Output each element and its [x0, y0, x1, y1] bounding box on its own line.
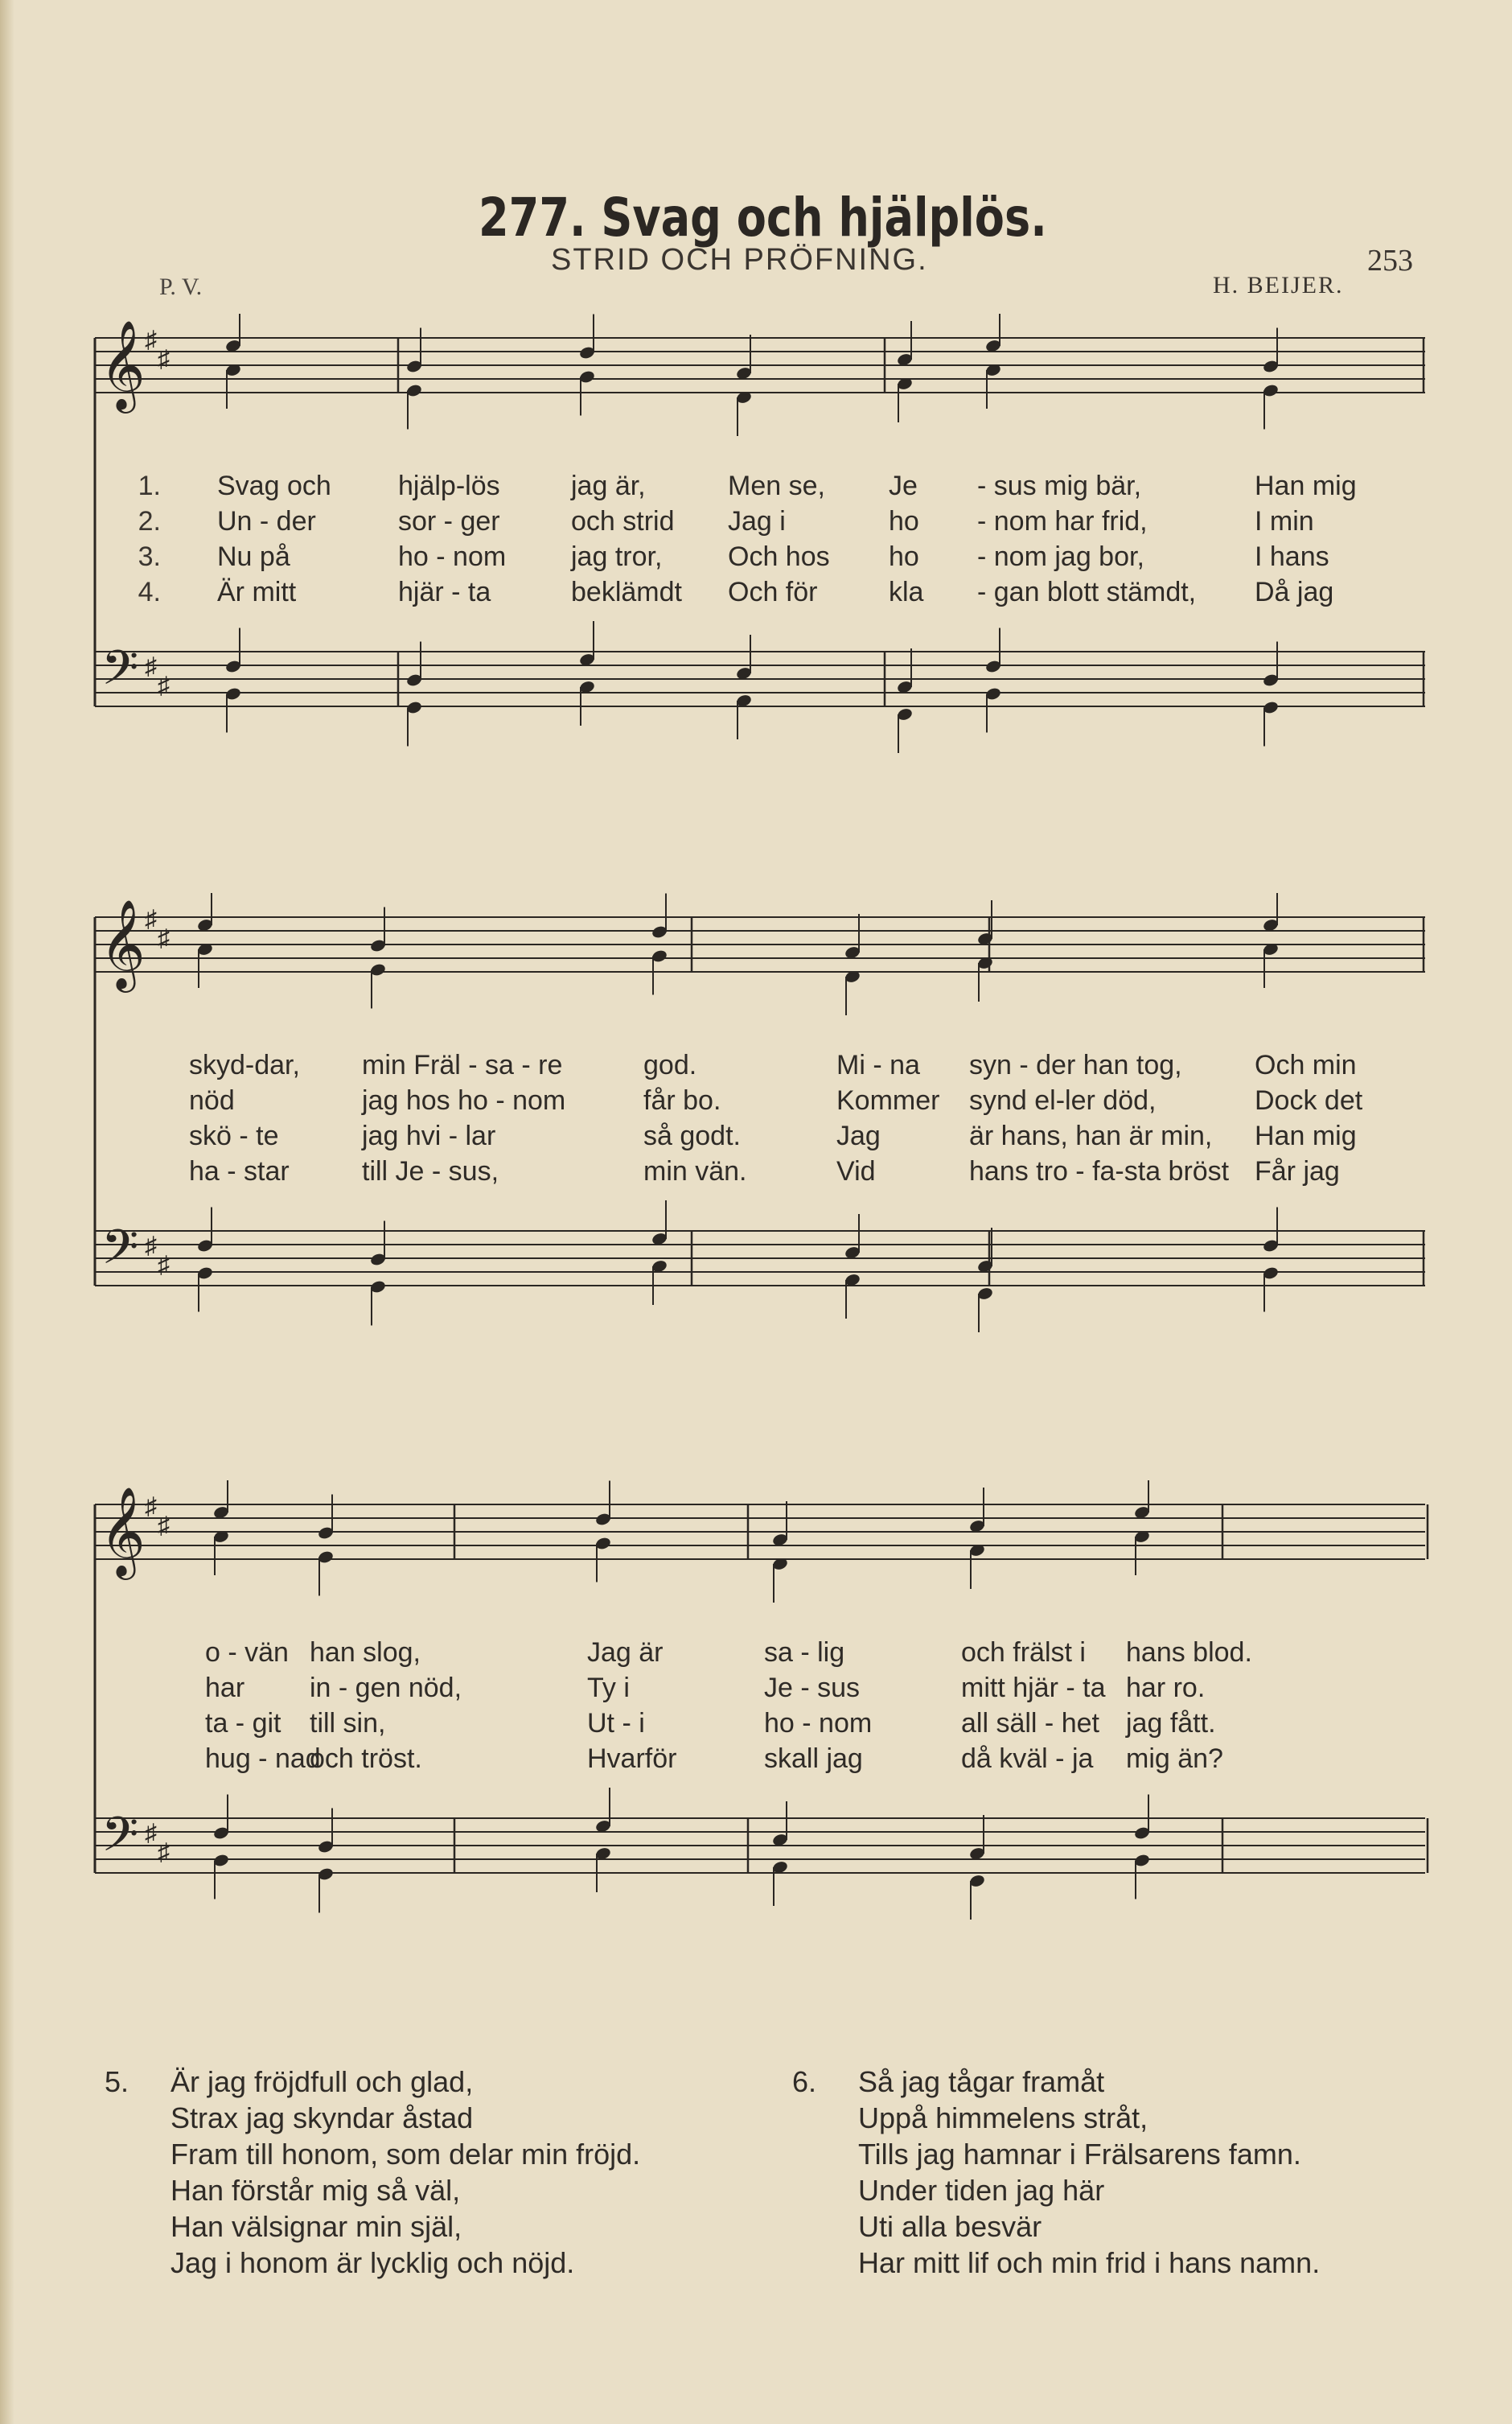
verse-number: 2.: [138, 506, 161, 537]
lyric-syllable: skyd-dar,: [189, 1050, 300, 1080]
lyric-syllable: Vid: [836, 1156, 876, 1187]
sharp-icon: ♯: [145, 653, 157, 680]
lyric-syllable: syn - der han tog,: [969, 1050, 1182, 1080]
note: [1262, 893, 1279, 932]
bass-staff: [95, 1231, 1425, 1286]
note: [1262, 1266, 1279, 1311]
lyric-syllable: Je - sus: [764, 1673, 861, 1703]
note: [735, 693, 752, 739]
lyric-syllable: skall jag: [764, 1743, 863, 1774]
note: [317, 1866, 334, 1912]
stanza-line: Jag i honom är lycklig och nöjd.: [171, 2246, 575, 2279]
note: [968, 1488, 985, 1533]
note: [771, 1557, 788, 1603]
note: [896, 377, 913, 422]
note: [594, 1846, 611, 1892]
verse-line-3: [80, 1708, 1432, 1740]
sharp-icon: ♯: [158, 346, 170, 372]
lyric-syllable: till sin,: [310, 1708, 386, 1739]
lyric-syllable: har ro.: [1126, 1673, 1206, 1703]
note: [984, 686, 1001, 732]
note: [844, 969, 861, 1015]
stanza-number: 6.: [792, 2065, 817, 2098]
note: [1133, 1853, 1150, 1899]
stanza-line: Fram till honom, som delar min fröjd.: [171, 2138, 641, 2171]
note: [224, 314, 241, 353]
music-system-1: [80, 314, 1432, 764]
lyric-syllable: jag tror,: [571, 541, 663, 572]
note: [771, 1860, 788, 1906]
lyric-syllable: Svag och: [217, 471, 331, 501]
sharp-icon: ♯: [145, 1493, 157, 1520]
note: [405, 383, 422, 429]
stanza-line: Strax jag skyndar åstad: [171, 2101, 474, 2134]
note: [224, 686, 241, 732]
note: [844, 1273, 861, 1319]
note: [1262, 383, 1279, 429]
stanza-lines: [858, 2064, 1320, 2281]
bass-staff: [95, 1818, 1425, 1873]
bass-clef-icon: 𝄢: [101, 640, 139, 707]
verse-number: 3.: [138, 541, 161, 572]
lyric-syllable: Mi - na: [836, 1050, 920, 1080]
note: [984, 363, 1001, 409]
stanza-line: Är jag fröjdfull och glad,: [171, 2065, 474, 2098]
note: [578, 680, 595, 726]
verse-line-4: [80, 1743, 1432, 1776]
lyric-syllable: Jag är: [587, 1637, 664, 1668]
lyric-syllable: skö - te: [189, 1121, 279, 1151]
note: [1262, 942, 1279, 988]
sharp-icon: ♯: [145, 327, 157, 353]
stanza-line: Han förstår mig så väl,: [171, 2174, 461, 2207]
tune-mark: P. V.: [159, 274, 203, 300]
sharp-icon: ♯: [158, 1252, 170, 1278]
stanza-6: [792, 2064, 1460, 2289]
lyric-syllable: ho - nom: [398, 541, 507, 572]
lyric-syllable: hans blod.: [1126, 1637, 1252, 1668]
note: [1133, 1480, 1150, 1520]
music-system-3: [80, 1480, 1432, 1931]
lyric-syllable: och tröst.: [310, 1743, 422, 1774]
lyric-syllable: Han mig: [1255, 471, 1357, 501]
note: [844, 1214, 861, 1260]
sharp-icon: ♯: [158, 673, 170, 699]
note: [984, 314, 1001, 353]
hymn-title: 277. Svag och hjälplös.: [479, 187, 1047, 249]
treble-clef-icon: 𝄞: [100, 899, 146, 989]
note: [594, 1788, 611, 1833]
verse-line-3: [80, 541, 1432, 574]
lyric-syllable: hans tro - fa-sta bröst: [969, 1156, 1230, 1187]
lyric-syllable: sor - ger: [398, 506, 500, 537]
lyric-syllable: - gan blott stämdt,: [977, 577, 1197, 607]
composer: H. BEIJER.: [1213, 272, 1344, 298]
note: [317, 1549, 334, 1595]
note: [976, 956, 993, 1002]
lyric-syllable: synd el-ler död,: [969, 1085, 1157, 1116]
note: [369, 962, 386, 1008]
verse-line-2: [80, 1673, 1432, 1705]
lyric-syllable: jag fått.: [1126, 1708, 1216, 1739]
page-edge: [0, 0, 14, 2424]
stanza-5: [105, 2064, 772, 2289]
sharp-icon: ♯: [158, 1512, 170, 1539]
verse-line-1: [80, 1050, 1432, 1082]
lyric-syllable: har: [205, 1673, 245, 1703]
lyric-syllable: - nom har frid,: [977, 506, 1148, 537]
lyric-syllable: Kommer: [836, 1085, 940, 1116]
treble-clef-icon: 𝄞: [100, 1486, 146, 1576]
note: [771, 1501, 788, 1547]
lyric-syllable: får bo.: [643, 1085, 721, 1116]
note: [578, 621, 595, 667]
verse-line-4: [80, 577, 1432, 609]
note: [976, 900, 993, 946]
lyric-syllable: jag hvi - lar: [362, 1121, 496, 1151]
lyric-syllable: god.: [643, 1050, 697, 1080]
lyric-syllable: Je: [889, 471, 918, 501]
note: [1133, 1529, 1150, 1575]
stanza-line: Så jag tågar framåt: [858, 2065, 1105, 2098]
bass-staff: [95, 652, 1425, 706]
lyric-syllable: ho: [889, 541, 919, 572]
lyric-syllable: - nom jag bor,: [977, 541, 1144, 572]
lyric-syllable: in - gen nöd,: [310, 1673, 462, 1703]
lyric-syllable: mig än?: [1126, 1743, 1223, 1774]
verse-line-2: [80, 1085, 1432, 1117]
note: [1262, 700, 1279, 746]
lyric-syllable: Får jag: [1255, 1156, 1340, 1187]
lyric-syllable: Är mitt: [217, 577, 297, 607]
sharp-icon: ♯: [145, 906, 157, 932]
verse-number: 1.: [138, 471, 161, 501]
note: [651, 1259, 668, 1305]
lyric-syllable: ho - nom: [764, 1708, 873, 1739]
note: [735, 390, 752, 436]
note: [369, 1279, 386, 1325]
stanza-line: Uti alla besvär: [858, 2210, 1042, 2243]
page-number: 253: [1367, 244, 1413, 278]
treble-staff: [95, 1504, 1425, 1559]
lyric-syllable: I hans: [1255, 541, 1329, 572]
lyric-syllable: ta - git: [205, 1708, 281, 1739]
treble-clef-icon: 𝄞: [100, 319, 146, 409]
note: [976, 1286, 993, 1332]
lyric-syllable: hug - nad: [205, 1743, 321, 1774]
sharp-icon: ♯: [158, 925, 170, 952]
lyric-syllable: min vän.: [643, 1156, 747, 1187]
lyric-syllable: Och för: [728, 577, 818, 607]
lyric-syllable: ha - star: [189, 1156, 290, 1187]
note: [968, 1874, 985, 1920]
note: [196, 942, 213, 988]
note: [844, 914, 861, 960]
stanza-number: 5.: [105, 2065, 129, 2098]
lyric-syllable: han slog,: [310, 1637, 421, 1668]
lyric-syllable: - sus mig bär,: [977, 471, 1142, 501]
note: [212, 1480, 229, 1520]
stanza-lines: [171, 2064, 640, 2281]
score-staves-3: [80, 1480, 1432, 1931]
lyric-syllable: sa - lig: [764, 1637, 845, 1668]
stanza-line: Har mitt lif och min frid i hans namn.: [858, 2246, 1321, 2279]
verse-line-4: [80, 1156, 1432, 1188]
note: [771, 1801, 788, 1847]
lyric-syllable: ho: [889, 506, 919, 537]
lyric-syllable: Jag: [836, 1121, 881, 1151]
score-staves-2: [80, 893, 1432, 1344]
treble-staff: [95, 917, 1425, 972]
lyric-syllable: I min: [1255, 506, 1314, 537]
lyric-syllable: hjälp-lös: [398, 471, 500, 501]
lyric-syllable: så godt.: [643, 1121, 741, 1151]
bass-clef-icon: 𝄢: [101, 1806, 139, 1874]
lyric-syllable: mitt hjär - ta: [961, 1673, 1106, 1703]
verse-line-2: [80, 506, 1432, 538]
lyric-syllable: Jag i: [728, 506, 786, 537]
lyric-syllable: Men se,: [728, 471, 825, 501]
lyric-syllable: jag hos ho - nom: [362, 1085, 566, 1116]
stanza-line: Under tiden jag här: [858, 2174, 1105, 2207]
lyric-syllable: beklämdt: [571, 577, 682, 607]
verse-line-3: [80, 1121, 1432, 1153]
note: [651, 1200, 668, 1246]
lyric-syllable: Och hos: [728, 541, 830, 572]
lyric-syllable: o - vän: [205, 1637, 289, 1668]
lyric-syllable: kla: [889, 577, 924, 607]
lyric-syllable: Han mig: [1255, 1121, 1357, 1151]
sharp-icon: ♯: [145, 1820, 157, 1846]
lyric-syllable: då kväl - ja: [961, 1743, 1094, 1774]
lyric-syllable: Hvarför: [587, 1743, 677, 1774]
stanza-line: Uppå himmelens stråt,: [858, 2101, 1148, 2134]
lyric-syllable: är hans, han är min,: [969, 1121, 1213, 1151]
note: [212, 1529, 229, 1575]
note: [896, 648, 913, 694]
bass-clef-icon: 𝄢: [101, 1219, 139, 1286]
note: [196, 893, 213, 932]
music-system-2: [80, 893, 1432, 1344]
verse-line-1: [80, 471, 1432, 503]
lyric-syllable: Då jag: [1255, 577, 1334, 607]
lyric-syllable: och frälst i: [961, 1637, 1086, 1668]
lyric-syllable: min Fräl - sa - re: [362, 1050, 563, 1080]
verse-number: 4.: [138, 577, 161, 607]
note: [224, 363, 241, 409]
note: [896, 707, 913, 753]
note: [968, 1815, 985, 1861]
lyric-syllable: Ty i: [587, 1673, 630, 1703]
note: [896, 321, 913, 367]
stanza-line: Han välsignar min själ,: [171, 2210, 462, 2243]
lyric-syllable: Ut - i: [587, 1708, 645, 1739]
lyric-syllable: och strid: [571, 506, 675, 537]
verse-line-1: [80, 1637, 1432, 1669]
lyric-syllable: jag är,: [571, 471, 646, 501]
note: [196, 1266, 213, 1311]
lyric-syllable: Nu på: [217, 541, 290, 572]
lyric-syllable: hjär - ta: [398, 577, 491, 607]
lyric-syllable: Un - der: [217, 506, 316, 537]
lyric-syllable: Och min: [1255, 1050, 1357, 1080]
lyric-syllable: all säll - het: [961, 1708, 1099, 1739]
score-staves-1: [80, 314, 1432, 764]
stanza-line: Tills jag hamnar i Frälsarens famn.: [858, 2138, 1301, 2171]
lyric-syllable: Dock det: [1255, 1085, 1363, 1116]
note: [735, 335, 752, 381]
note: [735, 635, 752, 681]
lyric-syllable: till Je - sus,: [362, 1156, 499, 1187]
note: [976, 1228, 993, 1274]
note: [212, 1853, 229, 1899]
note: [968, 1543, 985, 1589]
treble-staff: [95, 338, 1425, 393]
note: [405, 700, 422, 746]
section-title: STRID OCH PRÖFNING.: [551, 243, 928, 277]
lyric-syllable: nöd: [189, 1085, 235, 1116]
sharp-icon: ♯: [145, 1233, 157, 1259]
sharp-icon: ♯: [158, 1839, 170, 1866]
